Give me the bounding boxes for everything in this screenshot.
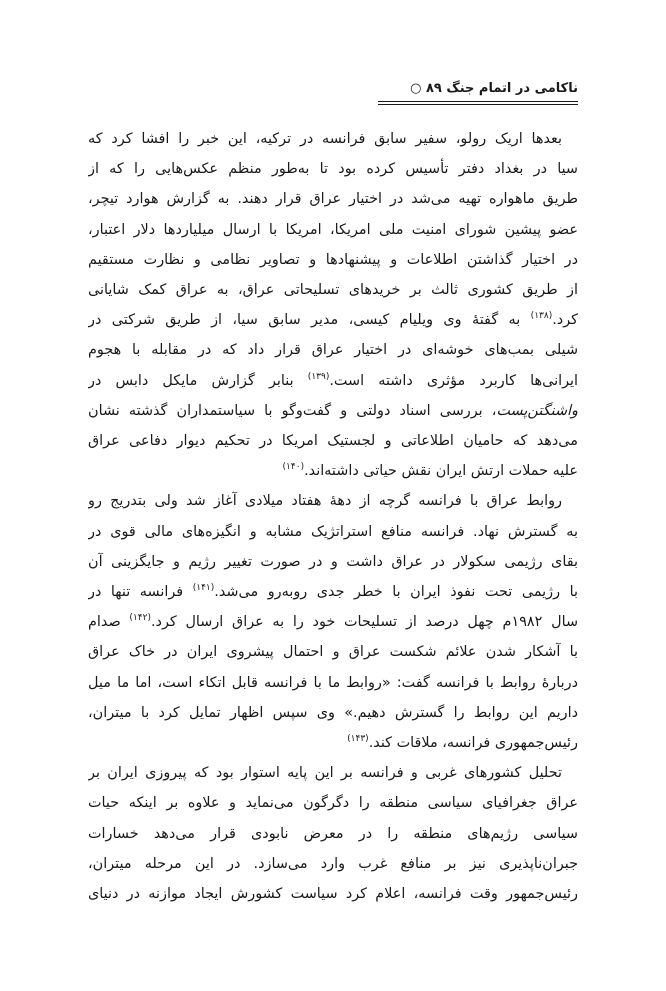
paragraph-1 — [88, 124, 578, 486]
footnote-ref: (۱۳۸) — [530, 311, 553, 322]
text-line: بعدها اریک رولو، سفیر سابق فرانسه در ترکیه، این خبر را افشا کرد که — [88, 131, 562, 147]
paragraph-2 — [88, 486, 578, 758]
text-line: در اختیار گذاشتن اطلاعات و پیشنهادها و تصاویر نظامی و نظارت مستقیم — [88, 251, 578, 268]
text-line: دربارهٔ روابط با فرانسه گفت: «روابط ما با فرانسه قابل اتکاء است، اما ما میل — [88, 674, 578, 691]
text-line: رئیس‌جمهوری فرانسه، ملاقات کند.$^{(۱۴۳)}$ — [347, 734, 578, 752]
text-line: سیا در بغداد دفتر تأسیس کرده بود تا به‌طور منظم عکس‌هایی را که از — [88, 161, 578, 178]
header-rule-top — [378, 101, 578, 102]
text-line: از طریق کشوری ثالث بر خریدهای تسلیحاتی عراق، به عراق کمک شایانی — [88, 282, 578, 299]
text-line: رئیس‌جمهور وقت فرانسه، اعلام کرد سیاست کشورش ایجاد موازنه در دنیای — [88, 886, 578, 903]
paragraph-3 — [88, 758, 578, 909]
text-line: داریم این روابط را گسترش دهیم.» وی سپس اظهار تمایل کرد با میتران، — [88, 704, 578, 721]
footnote-ref: (۱۴۳) — [347, 734, 369, 745]
text-line: کرد.$^{(۱۳۸)}$ به گفتهٔ وی ویلیام کیسی، مدیر سابق سیا، از طریق شرکتی در — [88, 311, 578, 329]
footnote-ref: (۱۳۹) — [307, 371, 330, 382]
text-line: عضو پیشین شورای امنیت ملی امریکا، امریکا با ارسال میلیاردها دلار اعتبار، — [88, 221, 578, 238]
text-line: می‌دهد که حامیان اطلاعاتی و لجستیک امریکا در تحکیم دیوار دفاعی عراق — [88, 433, 578, 450]
text-line: به گسترش نهاد. فرانسه منافع استراتژیک مشابه و انگیزه‌های مالی قوی در — [88, 523, 578, 540]
text-line: عراق جغرافیای سیاسی منطقه را دگرگون می‌نماید و علاوه بر اینکه حیات — [88, 795, 578, 812]
text-line: واشنگتن‌پست، بررسی اسناد دولتی و گفت‌وگو با سیاستمداران گذشته نشان — [88, 402, 578, 419]
text-line: تحلیل کشورهای غربی و فرانسه بر این پایه استوار بود که پیروزی ایران بر — [88, 765, 562, 782]
text-line: با رژیمی تحت نفوذ ایران با خطر جدی روبه‌رو می‌شد.$^{(۱۴۱)}$ فرانسه تنها در — [88, 583, 578, 601]
text-line: روابط عراق با فرانسه گرچه از دههٔ هفتاد میلادی آغاز شد ولی بتدریج رو — [88, 493, 562, 510]
text-line: ایرانی‌ها کاربرد مؤثری داشته است.$^{(۱۳۹)}$ بنابر گزارش مایکل دابس در — [88, 371, 578, 389]
newspaper-name: واشنگتن‌پست — [496, 402, 578, 419]
text-line: جبران‌ناپذیری نیز بر منافع غرب وارد می‌سازد. در این مرحله میتران، — [88, 855, 578, 872]
header-rule-bottom — [378, 104, 578, 105]
text-line: علیه حملات ارتش ایران نقش حیاتی داشته‌اند.$^{(۱۴۰)}$ — [282, 462, 578, 480]
text-line: بقای رژیمی سکولار در عراق داشت و در صورت تغییر رژیم و جایگزینی آن — [88, 553, 578, 570]
footnote-ref: (۱۴۲) — [129, 613, 151, 624]
footnote-ref: (۱۴۱) — [192, 583, 215, 594]
running-header — [88, 80, 578, 106]
text-line: طریق ماهواره تهیه می‌شد در اختیار عراق قرار دهند. به گزارش هوارد تیچر، — [88, 191, 578, 208]
running-title: ناکامی در اتمام جنگ ۸۹ ○ — [410, 81, 578, 96]
footnote-ref: (۱۴۰) — [282, 462, 305, 473]
body-text — [88, 124, 578, 909]
text-line: سیاسی رژیم‌های منطقه را در معرض نابودی قرار می‌دهد خسارات — [88, 825, 578, 842]
text-line: شیلی بمب‌های خوشه‌ای در اختیار عراق قرار داد که در مقابله با هجوم — [88, 342, 578, 359]
text-line: سال ۱۹۸۲م چهل درصد از تسلیحات خود را به عراق ارسال کرد.$^{(۱۴۲)}$ صدام — [88, 613, 578, 631]
text-line: با آشکار شدن علائم شکست عراق و احتمال پیشروی ایران در خاک عراق — [88, 644, 578, 661]
